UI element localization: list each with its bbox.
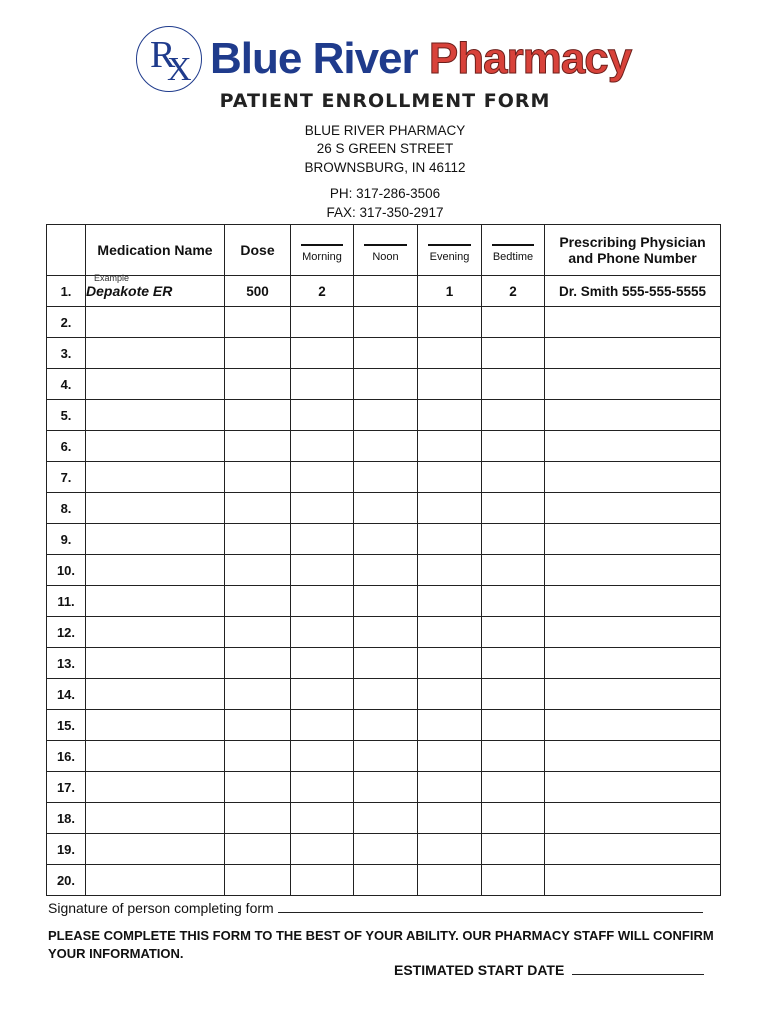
morning-field[interactable] — [291, 400, 354, 431]
evening-field[interactable] — [418, 586, 482, 617]
table-row-example — [47, 276, 721, 307]
table-row — [47, 524, 721, 555]
morning-field[interactable] — [291, 586, 354, 617]
row-number: 9. — [47, 524, 86, 555]
morning-field[interactable] — [291, 803, 354, 834]
medication-table — [46, 224, 721, 896]
table-row — [47, 307, 721, 338]
noon-field[interactable] — [354, 555, 418, 586]
evening-field[interactable] — [418, 338, 482, 369]
dose-field[interactable] — [225, 307, 291, 338]
physician-field[interactable] — [545, 679, 721, 710]
physician-field[interactable]: Dr. Smith 555-555-5555 — [545, 276, 721, 307]
pharmacy-name: BLUE RIVER PHARMACY — [304, 123, 466, 138]
dose-field[interactable] — [225, 338, 291, 369]
morning-field[interactable] — [291, 338, 354, 369]
morning-field[interactable] — [291, 834, 354, 865]
row-number: 11. — [47, 586, 86, 617]
dose-field[interactable] — [225, 834, 291, 865]
table-row — [47, 555, 721, 586]
dose-field[interactable] — [225, 679, 291, 710]
rx-letter-x: X — [167, 51, 192, 88]
physician-field[interactable] — [545, 772, 721, 803]
bedtime-field[interactable]: 2 — [482, 276, 545, 307]
medication-name-field[interactable] — [86, 524, 225, 555]
physician-field[interactable] — [545, 617, 721, 648]
header-bedtime — [482, 225, 545, 276]
dose-field[interactable] — [225, 462, 291, 493]
morning-field[interactable] — [291, 710, 354, 741]
physician-field[interactable] — [545, 493, 721, 524]
medication-name-field[interactable] — [86, 772, 225, 803]
bedtime-field[interactable] — [482, 741, 545, 772]
bedtime-field[interactable] — [482, 586, 545, 617]
table-row — [47, 834, 721, 865]
dose-field[interactable]: 500 — [225, 276, 291, 307]
noon-field[interactable] — [354, 648, 418, 679]
header-noon-label: Noon — [372, 251, 399, 263]
morning-field[interactable]: 2 — [291, 276, 354, 307]
table-row — [47, 772, 721, 803]
pharmacy-street: 26 S GREEN STREET — [316, 141, 454, 156]
evening-field[interactable] — [418, 524, 482, 555]
physician-field[interactable] — [545, 834, 721, 865]
header-physician-line2: and Phone Number — [568, 250, 697, 266]
header-morning — [291, 225, 354, 276]
bedtime-field[interactable] — [482, 400, 545, 431]
noon-field[interactable] — [354, 307, 418, 338]
medication-name-field[interactable] — [86, 741, 225, 772]
table-row — [47, 679, 721, 710]
noon-field[interactable] — [354, 741, 418, 772]
noon-field[interactable] — [354, 462, 418, 493]
table-row — [47, 431, 721, 462]
header-evening-label: Evening — [429, 251, 470, 263]
morning-field[interactable] — [291, 617, 354, 648]
morning-field[interactable] — [291, 648, 354, 679]
dose-field[interactable] — [225, 803, 291, 834]
evening-field[interactable] — [418, 400, 482, 431]
noon-field[interactable] — [354, 493, 418, 524]
evening-field[interactable] — [418, 865, 482, 896]
evening-field[interactable] — [418, 493, 482, 524]
dose-field[interactable] — [225, 524, 291, 555]
table-row — [47, 462, 721, 493]
bedtime-field[interactable] — [482, 369, 545, 400]
physician-field[interactable] — [545, 555, 721, 586]
dose-field[interactable] — [225, 586, 291, 617]
row-number: 13. — [47, 648, 86, 679]
table-row — [47, 648, 721, 679]
form-title: PATIENT ENROLLMENT FORM — [219, 90, 551, 112]
dose-field[interactable] — [225, 648, 291, 679]
noon-field[interactable] — [354, 524, 418, 555]
table-header-row — [47, 225, 721, 276]
dose-field[interactable] — [225, 865, 291, 896]
bedtime-field[interactable] — [482, 307, 545, 338]
physician-field[interactable] — [545, 865, 721, 896]
start-date-line[interactable] — [572, 962, 704, 975]
brand-name-blue: Blue River — [210, 34, 418, 83]
row-number: 15. — [47, 710, 86, 741]
evening-field[interactable] — [418, 555, 482, 586]
physician-field[interactable] — [545, 803, 721, 834]
noon-field[interactable] — [354, 834, 418, 865]
bedtime-field[interactable] — [482, 524, 545, 555]
header-dose: Dose — [225, 225, 291, 276]
table-row — [47, 803, 721, 834]
header-blank — [47, 225, 86, 276]
medication-name-field[interactable] — [86, 834, 225, 865]
noon-field[interactable] — [354, 586, 418, 617]
physician-field[interactable] — [545, 741, 721, 772]
physician-field[interactable] — [545, 307, 721, 338]
medication-name-field[interactable] — [86, 369, 225, 400]
dose-field[interactable] — [225, 555, 291, 586]
row-number: 19. — [47, 834, 86, 865]
noon-field[interactable] — [354, 276, 418, 307]
row-number: 7. — [47, 462, 86, 493]
evening-field[interactable] — [418, 741, 482, 772]
medication-name-field[interactable] — [86, 679, 225, 710]
bedtime-field[interactable] — [482, 338, 545, 369]
row-number: 16. — [47, 741, 86, 772]
start-date-section — [394, 962, 704, 978]
medication-name-field[interactable] — [86, 431, 225, 462]
medication-name-field[interactable] — [86, 617, 225, 648]
morning-field[interactable] — [291, 431, 354, 462]
signature-label: Signature of person completing form — [48, 900, 274, 916]
row-number: 2. — [47, 307, 86, 338]
evening-field[interactable] — [418, 772, 482, 803]
physician-field[interactable] — [545, 586, 721, 617]
noon-field[interactable] — [354, 431, 418, 462]
medication-name-field[interactable] — [86, 400, 225, 431]
physician-field[interactable] — [545, 462, 721, 493]
row-number: 18. — [47, 803, 86, 834]
pharmacy-fax: FAX: 317-350-2917 — [326, 205, 444, 220]
evening-field[interactable] — [418, 803, 482, 834]
evening-field[interactable] — [418, 710, 482, 741]
medication-name-field[interactable] — [86, 462, 225, 493]
bedtime-field[interactable] — [482, 865, 545, 896]
dose-field[interactable] — [225, 710, 291, 741]
row-number: 10. — [47, 555, 86, 586]
noon-field[interactable] — [354, 803, 418, 834]
example-tag: Example — [94, 273, 130, 283]
physician-field[interactable] — [545, 648, 721, 679]
row-number: 6. — [47, 431, 86, 462]
medication-name-value: Depakote ER — [86, 283, 173, 299]
evening-field[interactable] — [418, 307, 482, 338]
medication-name-field[interactable] — [86, 586, 225, 617]
row-number: 5. — [47, 400, 86, 431]
row-number: 1. — [47, 276, 86, 307]
bedtime-field[interactable] — [482, 679, 545, 710]
physician-field[interactable] — [545, 431, 721, 462]
medication-name-field[interactable] — [86, 555, 225, 586]
row-number: 8. — [47, 493, 86, 524]
header-bedtime-label: Bedtime — [492, 251, 534, 263]
table-row — [47, 369, 721, 400]
medication-name-field[interactable] — [86, 493, 225, 524]
pharmacy-city: BROWNSBURG, IN 46112 — [304, 160, 466, 175]
bedtime-field[interactable] — [482, 617, 545, 648]
header-medication-name: Medication Name — [86, 225, 225, 276]
table-row — [47, 617, 721, 648]
row-number: 4. — [47, 369, 86, 400]
notice-text: PLEASE COMPLETE THIS FORM TO THE BEST OF YOUR ABILITY. OUR PHARMACY STAFF WILL CONFIRM YOUR INFORMATION. — [48, 928, 714, 961]
morning-field[interactable] — [291, 772, 354, 803]
row-number: 3. — [47, 338, 86, 369]
morning-field[interactable] — [291, 524, 354, 555]
bedtime-field[interactable] — [482, 834, 545, 865]
bedtime-field[interactable] — [482, 648, 545, 679]
morning-field[interactable] — [291, 555, 354, 586]
dose-field[interactable] — [225, 369, 291, 400]
medication-name-field[interactable] — [86, 338, 225, 369]
table-row — [47, 586, 721, 617]
header-physician-line1: Prescribing Physician — [559, 234, 706, 250]
table-row — [47, 400, 721, 431]
noon-field[interactable] — [354, 679, 418, 710]
bedtime-field[interactable] — [482, 493, 545, 524]
bedtime-field[interactable] — [482, 431, 545, 462]
physician-field[interactable] — [545, 400, 721, 431]
bedtime-field[interactable] — [482, 462, 545, 493]
evening-field[interactable] — [418, 648, 482, 679]
morning-field[interactable] — [291, 741, 354, 772]
header-morning-label: Morning — [302, 251, 342, 263]
noon-field[interactable] — [354, 710, 418, 741]
evening-field[interactable] — [418, 369, 482, 400]
table-row — [47, 493, 721, 524]
header-physician — [545, 225, 721, 276]
medication-name-field[interactable] — [86, 273, 225, 307]
medication-name-field[interactable] — [86, 307, 225, 338]
row-number: 14. — [47, 679, 86, 710]
table-row — [47, 865, 721, 896]
signature-section — [48, 900, 703, 916]
dose-field[interactable] — [225, 400, 291, 431]
dose-field[interactable] — [225, 431, 291, 462]
medication-name-field[interactable] — [86, 865, 225, 896]
noon-field[interactable] — [354, 617, 418, 648]
signature-line[interactable] — [278, 900, 703, 913]
table-row — [47, 338, 721, 369]
morning-field[interactable] — [291, 493, 354, 524]
noon-field[interactable] — [354, 772, 418, 803]
physician-field[interactable] — [545, 710, 721, 741]
physician-field[interactable] — [545, 369, 721, 400]
evening-field[interactable] — [418, 834, 482, 865]
morning-field[interactable] — [291, 369, 354, 400]
row-number: 20. — [47, 865, 86, 896]
brand-name — [210, 34, 631, 84]
morning-field[interactable] — [291, 307, 354, 338]
physician-field[interactable] — [545, 338, 721, 369]
morning-field[interactable] — [291, 679, 354, 710]
evening-field[interactable] — [418, 617, 482, 648]
evening-field[interactable] — [418, 462, 482, 493]
pharmacy-phone: PH: 317-286-3506 — [329, 186, 441, 201]
dose-field[interactable] — [225, 617, 291, 648]
physician-field[interactable] — [545, 524, 721, 555]
bedtime-field[interactable] — [482, 772, 545, 803]
bedtime-field[interactable] — [482, 555, 545, 586]
bedtime-field[interactable] — [482, 803, 545, 834]
dose-field[interactable] — [225, 772, 291, 803]
noon-field[interactable] — [354, 338, 418, 369]
noon-field[interactable] — [354, 865, 418, 896]
dose-field[interactable] — [225, 741, 291, 772]
morning-field[interactable] — [291, 865, 354, 896]
morning-field[interactable] — [291, 462, 354, 493]
dose-field[interactable] — [225, 493, 291, 524]
start-date-label: ESTIMATED START DATE — [394, 962, 565, 978]
brand-name-red: Pharmacy — [428, 34, 632, 83]
rx-letter-r: R — [150, 34, 176, 76]
table-row — [47, 710, 721, 741]
header-noon — [354, 225, 418, 276]
medication-name-field[interactable] — [86, 803, 225, 834]
rx-icon — [136, 26, 202, 92]
bedtime-field[interactable] — [482, 710, 545, 741]
table-row — [47, 741, 721, 772]
medication-name-field[interactable] — [86, 648, 225, 679]
noon-field[interactable] — [354, 369, 418, 400]
evening-field[interactable] — [418, 679, 482, 710]
medication-name-field[interactable] — [86, 710, 225, 741]
row-number: 17. — [47, 772, 86, 803]
evening-field[interactable]: 1 — [418, 276, 482, 307]
header-evening — [418, 225, 482, 276]
row-number: 12. — [47, 617, 86, 648]
pharmacy-logo — [136, 26, 636, 98]
evening-field[interactable] — [418, 431, 482, 462]
noon-field[interactable] — [354, 400, 418, 431]
